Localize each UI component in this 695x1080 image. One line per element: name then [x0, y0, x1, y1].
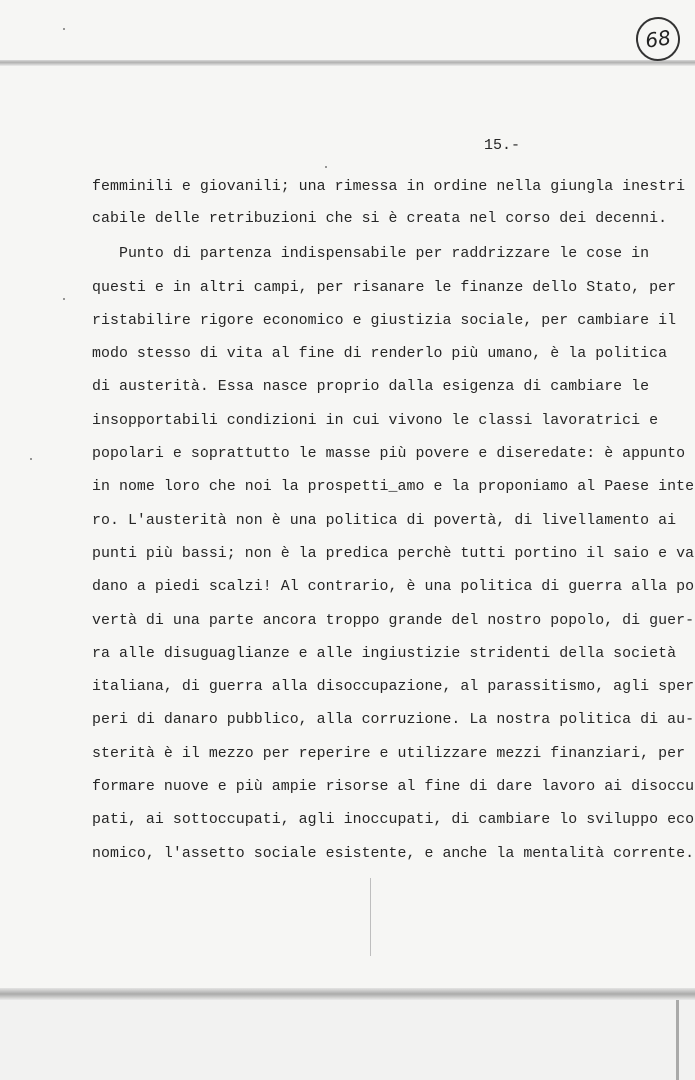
text-line: dano a piedi scalzi! Al contrario, è una politica di guerra alla po — [92, 579, 695, 595]
text-line: di austerità. Essa nasce proprio dalla esigenza di cambiare le — [92, 379, 650, 395]
bottom-scan-edge — [0, 988, 695, 1000]
text-line: modo stesso di vita al fine di renderlo più umano, è la politica — [92, 346, 668, 362]
text-line: cabile delle retribuzioni che si è creata nel corso dei decenni. — [92, 211, 668, 227]
text-line: Punto di partenza indispensabile per raddrizzare le cose in — [92, 246, 650, 262]
scan-speck — [325, 166, 327, 168]
text-line: ro. L'austerità non è una politica di povertà, di livellamento ai — [92, 513, 677, 529]
text-line: pati, ai sottoccupati, agli inoccupati, di cambiare lo sviluppo eco — [92, 812, 695, 828]
stamp-number: 68 — [643, 25, 673, 53]
scan-speck — [63, 298, 65, 300]
text-line: italiana, di guerra alla disoccupazione, al parassitismo, agli sper — [92, 679, 695, 695]
text-line: formare nuove e più ampie risorse al fine di dare lavoro ai disoccu — [92, 779, 695, 795]
next-page-edge — [0, 1000, 695, 1080]
text-line: punti più bassi; non è la predica perchè tutti portino il saio e va — [92, 546, 695, 562]
text-line: nomico, l'assetto sociale esistente, e anche la mentalità corrente. — [92, 846, 695, 862]
top-scan-edge — [0, 60, 695, 66]
scan-speck — [63, 28, 65, 30]
text-line: questi e in altri campi, per risanare le finanze dello Stato, per — [92, 280, 677, 296]
page-stamp — [633, 14, 683, 64]
text-line: sterità è il mezzo per reperire e utilizzare mezzi finanziari, per — [92, 746, 686, 762]
right-scan-edge — [676, 1000, 679, 1080]
text-line: insopportabili condizioni in cui vivono le classi lavoratrici e — [92, 413, 659, 429]
text-line: ristabilire rigore economico e giustizia sociale, per cambiare il — [92, 313, 677, 329]
text-line: femminili e giovanili; una rimessa in ordine nella giungla inestri — [92, 179, 686, 195]
text-line: ra alle disuguaglianze e alle ingiustizie stridenti della società — [92, 646, 677, 662]
text-line: in nome loro che noi la prospetti_amo e la proponiamo al Paese inte — [92, 479, 695, 495]
scan-speck — [30, 458, 32, 460]
text-line: popolari e soprattutto le masse più povere e diseredate: è appunto — [92, 446, 686, 462]
scan-artifact-line — [370, 878, 371, 956]
text-line: vertà di una parte ancora troppo grande del nostro popolo, di guer- — [92, 613, 695, 629]
page-number: 15.- — [484, 137, 521, 154]
text-line: peri di danaro pubblico, alla corruzione. La nostra politica di au- — [92, 712, 695, 728]
